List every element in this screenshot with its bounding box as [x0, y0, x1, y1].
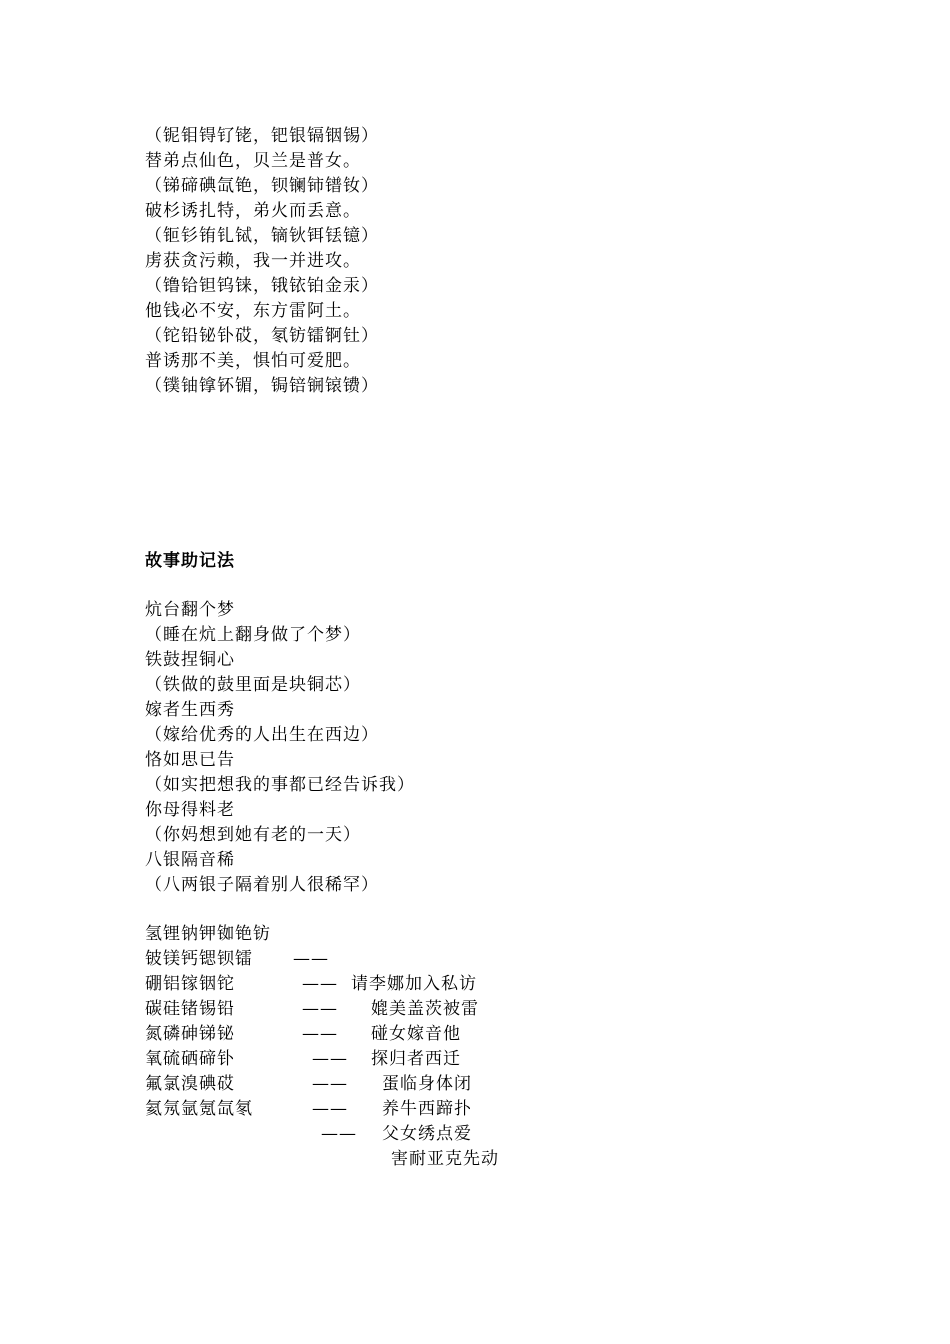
group-elements: 氟氯溴碘砹 — [145, 1074, 235, 1094]
story-line: 铁鼓捏铜心 — [145, 650, 235, 670]
group-phrase: 探归者西迁 — [371, 1049, 461, 1069]
group-phrase: 请李娜加入私访 — [351, 974, 477, 994]
verse-line: （镥铪钽钨铼，锇铱铂金汞） — [145, 276, 379, 296]
story-line: （你妈想到她有老的一天） — [145, 825, 361, 845]
verse-line: （铊铅铋钋砹，氡钫镭锕钍） — [145, 326, 379, 346]
group-elements: 铍镁钙锶钡镭 — [145, 949, 253, 969]
story-line: 炕台翻个梦 — [145, 600, 235, 620]
verse-line: （铌钼锝钌铑，钯银镉铟锡） — [145, 126, 379, 146]
verse-line: （钷钐铕钆铽，镝钬铒铥镱） — [145, 226, 379, 246]
group-dash: —— — [293, 949, 329, 969]
group-elements: 碳硅锗锡铅 — [145, 999, 235, 1019]
story-line: （铁做的鼓里面是块铜芯） — [145, 675, 361, 695]
story-line: 嫁者生西秀 — [145, 700, 235, 720]
group-dash: —— — [302, 999, 338, 1019]
verse-line: 虏获贪污赖，我一并进攻。 — [145, 251, 361, 271]
mnemonic-verses — [145, 124, 845, 399]
story-line: （睡在炕上翻身做了个梦） — [145, 625, 361, 645]
group-phrase: 父女绣点爱 — [382, 1124, 472, 1144]
story-line: （嫁给优秀的人出生在西边） — [145, 725, 379, 745]
group-phrase: 害耐亚克先动 — [391, 1149, 499, 1169]
section-title: 故事助记法 — [145, 551, 235, 571]
verse-line: 普诱那不美，惧怕可爱肥。 — [145, 351, 361, 371]
group-phrase: 碰女嫁音他 — [371, 1024, 461, 1044]
group-dash: —— — [312, 1099, 348, 1119]
story-line: 恪如思已告 — [145, 750, 235, 770]
group-elements: 氢锂钠钾铷铯钫 — [145, 924, 271, 944]
story-line: （如实把想我的事都已经告诉我） — [145, 775, 415, 795]
story-line: 你母得料老 — [145, 800, 235, 820]
group-elements: 氦氖氩氪氙氡 — [145, 1099, 253, 1119]
verse-line: 破杉诱扎特，弟火而丢意。 — [145, 201, 361, 221]
group-phrase: 蛋临身体闭 — [382, 1074, 472, 1094]
group-elements: 硼铝镓铟铊 — [145, 974, 235, 994]
story-line: （八两银子隔着别人很稀罕） — [145, 875, 379, 895]
verse-line: 他钱必不安，东方雷阿土。 — [145, 301, 361, 321]
group-dash: —— — [302, 1024, 338, 1044]
group-dash: —— — [312, 1049, 348, 1069]
group-dash: —— — [321, 1124, 357, 1144]
group-dash: —— — [312, 1074, 348, 1094]
group-phrase: 媲美盖茨被雷 — [371, 999, 479, 1019]
group-mnemonics — [145, 897, 845, 1169]
story-mnemonics — [145, 598, 845, 898]
group-dash: —— — [302, 974, 338, 994]
group-elements: 氮磷砷锑铋 — [145, 1024, 235, 1044]
verse-line: （镤铀镎钚镅，锔锫锎锿镄） — [145, 376, 379, 396]
group-elements: 氧硫硒碲钋 — [145, 1049, 235, 1069]
group-phrase: 养牛西蹄扑 — [382, 1099, 472, 1119]
story-line: 八银隔音稀 — [145, 850, 235, 870]
verse-line: 替弟点仙色，贝兰是普女。 — [145, 151, 361, 171]
verse-line: （锑碲碘氙铯，钡镧铈镨钕） — [145, 176, 379, 196]
